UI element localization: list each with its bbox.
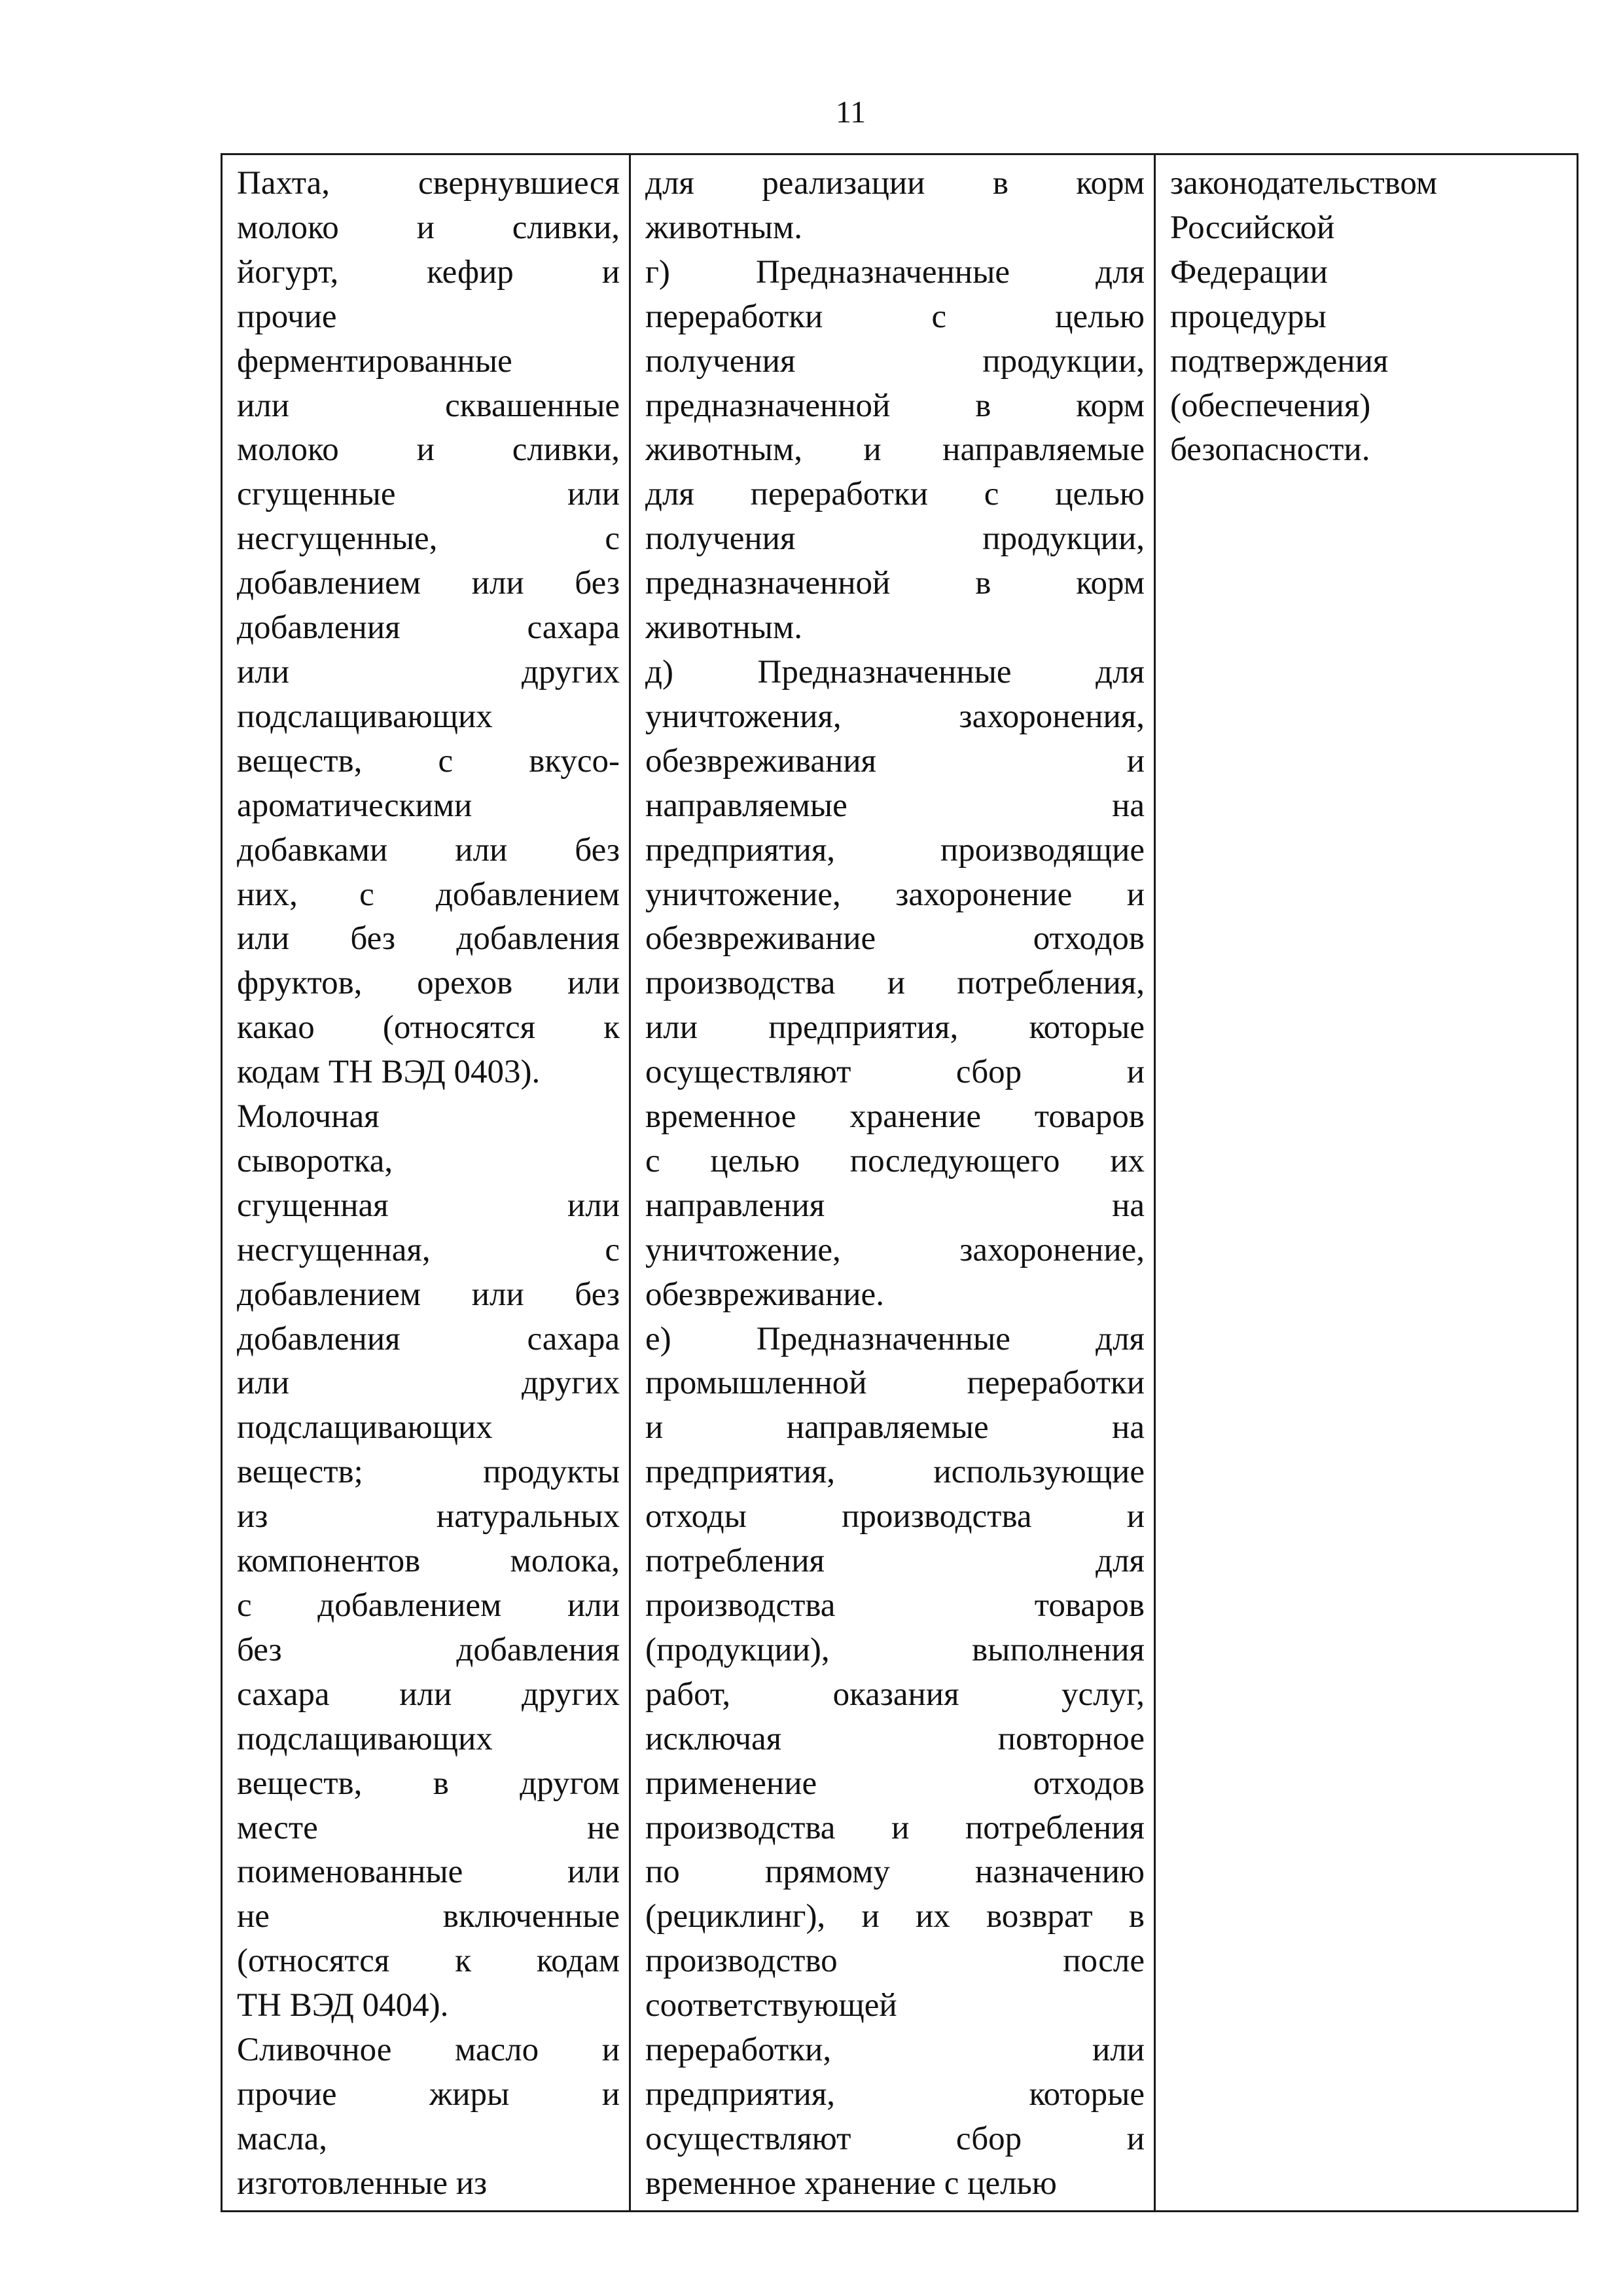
page-number: 11: [835, 95, 866, 130]
text-line: сахара или других: [237, 1676, 620, 1713]
text-line: Молочная: [237, 1098, 380, 1136]
text-line: для переработки с целью: [645, 476, 1145, 513]
text-line: производства и потребления,: [645, 965, 1145, 1002]
text-line: по прямому назначению: [645, 1854, 1145, 1891]
text-line: фруктов, орехов или: [237, 965, 620, 1002]
text-line: сгущенные или: [237, 476, 620, 513]
text-line: или других: [237, 653, 620, 691]
text-line: осуществляют сбор и: [645, 2120, 1145, 2157]
text-line: для реализации в корм: [645, 165, 1145, 202]
text-line: изготовленные из: [237, 2164, 488, 2202]
text-line: йогурт, кефир и: [237, 253, 620, 291]
table-cell-product-description: [222, 154, 630, 2212]
text-line: кодам ТН ВЭД 0403).: [237, 1054, 541, 1091]
text-line: потребления для: [645, 1543, 1145, 1580]
text-line: прочие: [237, 298, 337, 335]
text-line: сгущенная или: [237, 1187, 620, 1224]
text-line: обезвреживание.: [645, 1276, 884, 1313]
text-line: промышленной переработки: [645, 1365, 1145, 1402]
text-line: ТН ВЭД 0404).: [237, 1987, 449, 2024]
text-line: и направляемые на: [645, 1409, 1145, 1446]
text-line: добавлением или без: [237, 565, 620, 602]
text-line: (обеспечения): [1170, 387, 1371, 424]
text-line: уничтожение, захоронение,: [645, 1231, 1145, 1268]
text-line: переработки, или: [645, 2032, 1145, 2069]
text-line: (относятся к кодам: [237, 1943, 620, 1980]
text-line: какао (относятся к: [237, 1009, 620, 1047]
text-line: уничтожения, захоронения,: [645, 698, 1145, 735]
text-line: работ, оказания услуг,: [645, 1676, 1145, 1713]
text-line: временное хранение товаров: [645, 1098, 1145, 1136]
text-line: д) Предназначенные для: [645, 653, 1145, 691]
text-line: компонентов молока,: [237, 1543, 620, 1580]
text-line: применение отходов: [645, 1765, 1145, 1802]
text-line: уничтожение, захоронение и: [645, 876, 1145, 913]
text-line: месте не: [237, 1809, 620, 1846]
text-line: исключая повторное: [645, 1720, 1145, 1757]
text-line: направления на: [645, 1187, 1145, 1224]
text-line: предприятия, производящие: [645, 831, 1145, 869]
text-line: отходы производства и: [645, 1498, 1145, 1535]
text-line: поименованные или: [237, 1854, 620, 1891]
text-line: законодательством: [1170, 165, 1438, 202]
text-line: соответствующей: [645, 1987, 897, 2024]
text-line: или без добавления: [237, 920, 620, 958]
text-line: Федерации: [1170, 253, 1328, 291]
text-line: добавления сахара: [237, 609, 620, 647]
text-line: ароматическими: [237, 787, 473, 824]
text-line: животным, и направляемые: [645, 431, 1145, 469]
text-line: предназначенной в корм: [645, 387, 1145, 424]
text-line: временное хранение с целью: [645, 2164, 1057, 2202]
text-line: безопасности.: [1170, 431, 1370, 469]
text-line: без добавления: [237, 1631, 620, 1668]
text-line: или сквашенные: [237, 387, 620, 424]
text-line: производства товаров: [645, 1587, 1145, 1624]
text-line: (продукции), выполнения: [645, 1631, 1145, 1668]
text-line: несгущенная, с: [237, 1231, 620, 1268]
text-line: процедуры: [1170, 298, 1327, 335]
text-line: подслащивающих: [237, 698, 493, 735]
text-line: е) Предназначенные для: [645, 1320, 1145, 1357]
text-line: обезвреживания и: [645, 742, 1145, 780]
text-line: сыворотка,: [237, 1142, 393, 1179]
text-line: веществ, с вкусо-: [237, 742, 620, 780]
text-line: с добавлением или: [237, 1587, 620, 1624]
text-line: несгущенные, с: [237, 520, 620, 558]
text-line: из натуральных: [237, 1498, 620, 1535]
text-line: производства и потребления: [645, 1809, 1145, 1846]
text-line: подслащивающих: [237, 1409, 493, 1446]
text-line: добавления сахара: [237, 1320, 620, 1357]
text-line: добавлением или без: [237, 1276, 620, 1313]
text-line: осуществляют сбор и: [645, 1054, 1145, 1091]
text-line: предприятия, использующие: [645, 1454, 1145, 1491]
text-line: веществ; продукты: [237, 1454, 620, 1491]
text-line: обезвреживание отходов: [645, 920, 1145, 958]
document-table: [221, 153, 1578, 2212]
text-line: получения продукции,: [645, 520, 1145, 558]
text-line: с целью последующего их: [645, 1142, 1145, 1179]
text-line: предназначенной в корм: [645, 565, 1145, 602]
text-line: молоко и сливки,: [237, 209, 620, 246]
text-line: получения продукции,: [645, 342, 1145, 380]
text-line: или предприятия, которые: [645, 1009, 1145, 1047]
text-line: масла,: [237, 2120, 328, 2157]
table-row: [222, 154, 1578, 2212]
text-line: Пахта, свернувшиеся: [237, 165, 620, 202]
text-line: г) Предназначенные для: [645, 253, 1145, 291]
text-line: добавками или без: [237, 831, 620, 869]
text-line: предприятия, которые: [645, 2075, 1145, 2113]
text-line: веществ, в другом: [237, 1765, 620, 1802]
text-line: животным.: [645, 609, 802, 647]
text-line: молоко и сливки,: [237, 431, 620, 469]
text-line: них, с добавлением: [237, 876, 620, 913]
text-line: Российской: [1170, 209, 1335, 246]
text-line: ферментированные: [237, 342, 512, 380]
text-line: животным.: [645, 209, 802, 246]
table-cell-procedure: [1155, 154, 1578, 2212]
table-cell-purpose: [630, 154, 1155, 2212]
text-line: Сливочное масло и: [237, 2032, 620, 2069]
text-line: подслащивающих: [237, 1720, 493, 1757]
text-line: переработки с целью: [645, 298, 1145, 335]
text-line: производство после: [645, 1943, 1145, 1980]
text-line: не включенные: [237, 1898, 620, 1935]
text-line: прочие жиры и: [237, 2075, 620, 2113]
text-line: направляемые на: [645, 787, 1145, 824]
text-line: или других: [237, 1365, 620, 1402]
text-line: (рециклинг), и их возврат в: [645, 1898, 1145, 1935]
text-line: подтверждения: [1170, 342, 1389, 380]
